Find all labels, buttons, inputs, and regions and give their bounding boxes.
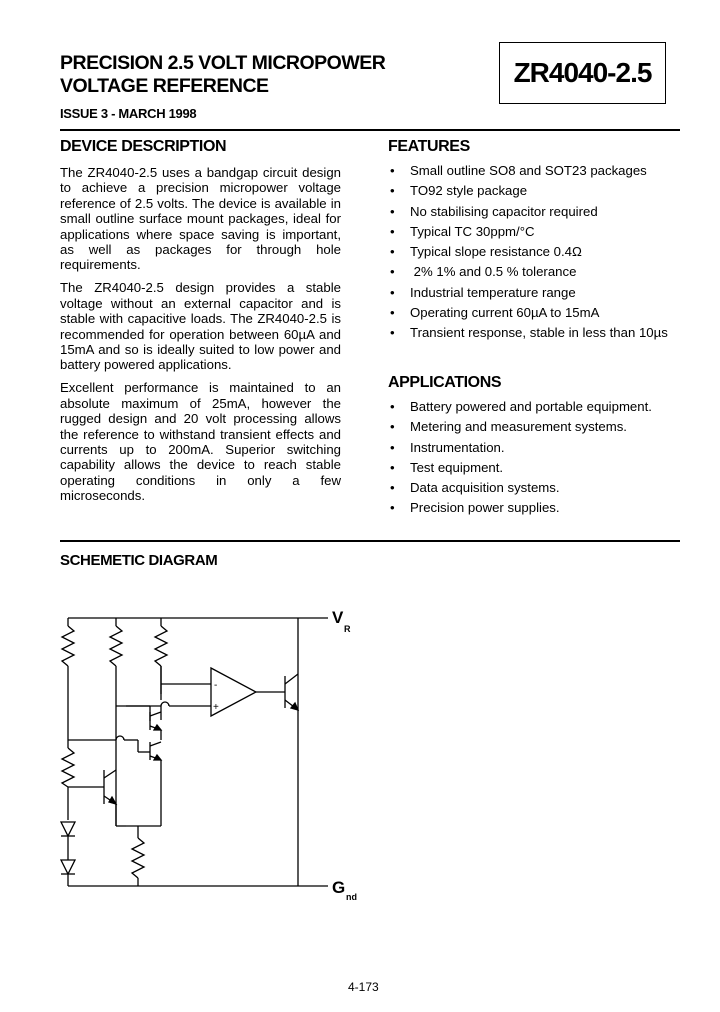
- section-rule: [60, 540, 680, 542]
- bullet-icon: •: [390, 223, 395, 239]
- description-heading: DEVICE DESCRIPTION: [60, 138, 227, 155]
- application-text: Instrumentation.: [410, 439, 505, 455]
- list-item: [388, 184, 678, 199]
- list-item: [388, 164, 678, 179]
- bullet-icon: •: [390, 439, 395, 455]
- feature-text: No stabilising capacitor required: [410, 203, 598, 219]
- resistor-icon: [62, 740, 74, 820]
- title-line-2: VOLTAGE REFERENCE: [60, 75, 269, 97]
- schematic-diagram: [50, 596, 370, 906]
- description-body: [60, 165, 341, 511]
- schematic-heading: SCHEMETIC DIAGRAM: [60, 552, 218, 569]
- list-item: [388, 286, 678, 301]
- application-text: Battery powered and portable equipment.: [410, 399, 652, 414]
- vr-label: V: [332, 608, 344, 627]
- description-paragraph: The ZR4040-2.5 design provides a stable voltage without an external capacitor and is stable with capacitive loads. The ZR4040-2.5 is recommended for operation between 60µA and 15mA and so is ideally suited to low power and battery powered applications.: [60, 280, 341, 373]
- description-paragraph: Excellent performance is maintained to an absolute maximum of 25mA, however the rugged design and 20 volt processing allows the reference to withstand transient effects and currents up to 200mA. Superior switching capability allows the device to reach stable operating conditions in only a few microseconds.: [60, 380, 341, 504]
- application-text: Metering and measurement systems.: [410, 419, 627, 435]
- features-heading: FEATURES: [388, 138, 470, 155]
- feature-text: Small outline SO8 and SOT23 packages: [410, 163, 647, 178]
- feature-text: Transient response, stable in less than 10µs: [410, 325, 668, 341]
- list-item: [388, 306, 678, 321]
- opamp-icon: [211, 668, 285, 716]
- part-number: ZR4040-2.5: [513, 57, 652, 88]
- bullet-icon: •: [390, 183, 395, 199]
- resistor-icon: [62, 618, 74, 740]
- list-item: [388, 225, 678, 240]
- bullet-icon: •: [390, 399, 395, 414]
- gnd-subscript: nd: [346, 892, 357, 902]
- feature-text: Typical TC 30ppm/°C: [410, 223, 535, 239]
- list-item: [388, 441, 678, 456]
- bullet-icon: •: [390, 264, 395, 280]
- list-item: [388, 461, 678, 476]
- application-text: Data acquisition systems.: [410, 480, 560, 496]
- bullet-icon: •: [390, 480, 395, 496]
- bullet-icon: •: [390, 244, 395, 260]
- list-item: [388, 400, 678, 415]
- feature-text: Industrial temperature range: [410, 284, 576, 300]
- opamp-minus-label: -: [214, 680, 218, 691]
- header-rule: [60, 129, 680, 131]
- feature-text: Operating current 60µA to 15mA: [410, 305, 600, 321]
- transistor-icon: [150, 712, 161, 730]
- bullet-icon: •: [390, 459, 395, 475]
- list-item: [388, 481, 678, 496]
- bullet-icon: •: [390, 500, 395, 516]
- part-number-box: [499, 42, 666, 104]
- diode-icon: [61, 822, 75, 860]
- application-text: Precision power supplies.: [410, 500, 560, 516]
- bullet-icon: •: [390, 203, 395, 219]
- list-item: [388, 265, 678, 280]
- diode-icon: [61, 860, 75, 886]
- list-item: [388, 205, 678, 220]
- feature-text: Typical slope resistance 0.4Ω: [410, 244, 582, 260]
- application-text: Test equipment.: [410, 459, 504, 475]
- list-item: [388, 326, 678, 341]
- bullet-icon: •: [390, 325, 395, 341]
- list-item: [388, 420, 678, 435]
- applications-heading: APPLICATIONS: [388, 374, 502, 391]
- bullet-icon: •: [390, 163, 395, 178]
- opamp-plus-label: +: [213, 702, 219, 713]
- applications-list: [388, 400, 678, 522]
- feature-text: 2% 1% and 0.5 % tolerance: [410, 264, 577, 280]
- features-list: [388, 164, 678, 347]
- list-item: [388, 245, 678, 260]
- bullet-icon: •: [390, 419, 395, 435]
- resistor-icon: [132, 826, 144, 886]
- feature-text: TO92 style package: [410, 183, 528, 199]
- gnd-label: G: [332, 878, 346, 897]
- description-paragraph: The ZR4040-2.5 uses a bandgap circuit design to achieve a precision micropower voltage reference of 2.5 volts. The device is available in small outline surface mount packages, ideal for applications where space saving is important, as well as packages for through hole requirements.: [60, 165, 341, 273]
- page-number: 4-173: [348, 980, 379, 994]
- title-line-1: PRECISION 2.5 VOLT MICROPOWER: [60, 52, 386, 74]
- transistor-icon: [285, 674, 298, 710]
- bullet-icon: •: [390, 284, 395, 300]
- list-item: [388, 501, 678, 516]
- transistor-icon: [150, 742, 161, 760]
- vr-subscript: R: [344, 624, 351, 634]
- transistor-icon: [104, 770, 116, 804]
- resistor-icon: [110, 618, 122, 706]
- issue-date: ISSUE 3 - MARCH 1998: [60, 106, 197, 121]
- bullet-icon: •: [390, 305, 395, 321]
- document-title: [60, 52, 480, 98]
